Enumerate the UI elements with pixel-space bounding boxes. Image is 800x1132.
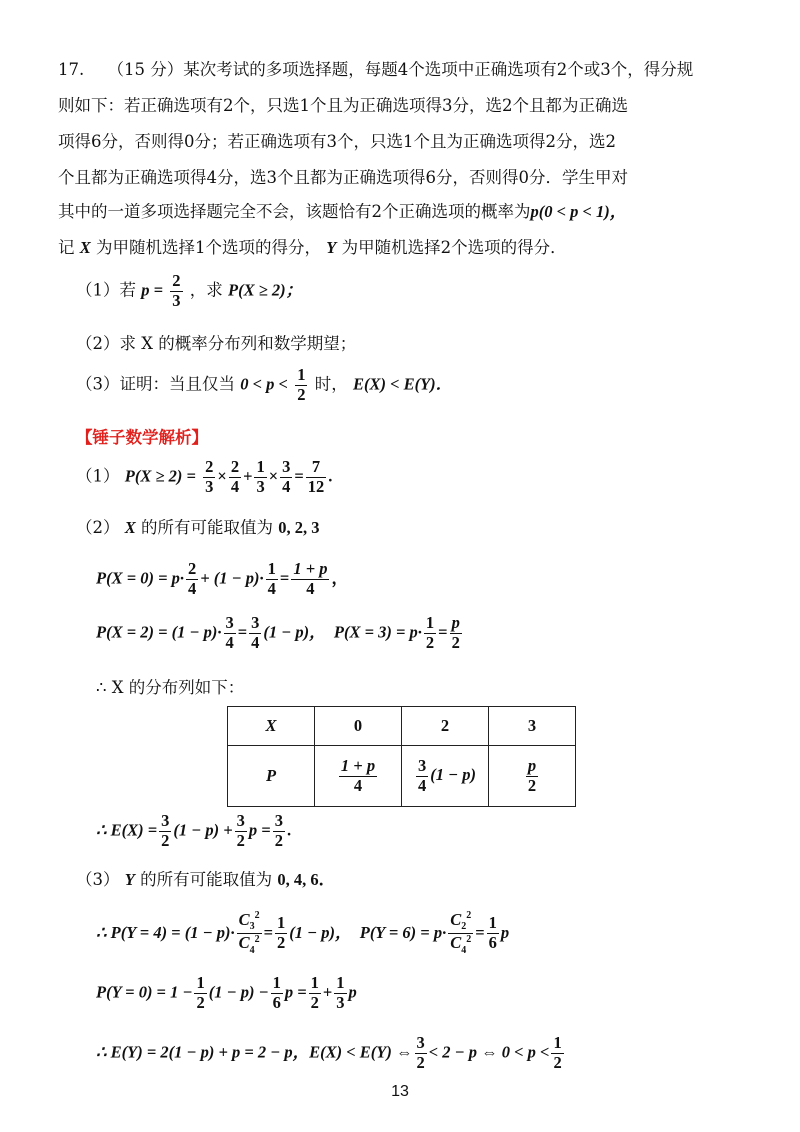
- frac: $\frac{1}{2}$: [425, 613, 435, 652]
- text: 的所有可能取值为: [140, 870, 273, 889]
- problem-line-2: 则如下：若正确选项有2个，只选1个且为正确选项得3分，选2个且都为正确选: [58, 96, 628, 115]
- problem-line-5: [58, 198, 626, 222]
- problem-line-6: [58, 234, 567, 258]
- expr: ∴ P(Y = 4) = (1 − p)·: [96, 922, 235, 942]
- distribution-intro: ∴ X 的分布列如下：: [96, 678, 245, 697]
- question-2: （2）求 X 的概率分布列和数学期望；: [76, 334, 357, 353]
- table-header: 3: [489, 707, 576, 746]
- q1-p: p =: [141, 280, 164, 300]
- frac: $\frac{1}{2}$: [277, 913, 286, 952]
- values: 0, 4, 6．: [277, 870, 336, 889]
- q1-expr: P(X ≥ 2)；: [228, 280, 303, 300]
- frac: $\frac{3}{2}$: [274, 811, 283, 850]
- table-header: 0: [315, 707, 402, 746]
- solution-header: 【锤子数学解析】: [76, 428, 208, 447]
- expr: P(X ≥ 2) =: [124, 466, 196, 486]
- p-x-2-3: P(X = 2) = (1 − p)· $\frac{3}{4}$ = $\frac{3}{4}$ (1 − p)， P(X = 3) = p· $\frac{1}{2}$ = $\frac{p}{2}$: [96, 613, 460, 652]
- problem-line-1: [58, 56, 693, 80]
- table-row: [228, 707, 576, 746]
- frac: $\frac{3}{4}$: [251, 613, 260, 652]
- frac: $\frac{3}{2}$: [161, 811, 170, 850]
- problem-text-1: （15 分）某次考试的多项选择题，每题4个选项中正确选项有2个或3个，得分规: [107, 60, 694, 79]
- expectation-x: ∴ E(X) = $\frac{3}{2}$ (1 − p) + $\frac{3}{2}$ p = $\frac{3}{2}$ .: [96, 811, 292, 850]
- label: （3）: [76, 870, 120, 889]
- question-1: [76, 272, 302, 310]
- frac: $\frac{p}{2}$: [451, 613, 460, 652]
- expr: ∴ E(Y) = 2(1 − p) + p = 2 − p，E(X) < E(Y) ⇔: [96, 1042, 413, 1062]
- var-x: X: [79, 238, 91, 257]
- frac: $\frac{1}{3}$: [336, 973, 345, 1012]
- expr: P(Y = 0) = 1 −: [96, 982, 193, 1002]
- question-3: [76, 366, 452, 404]
- q1-text: ，求: [189, 280, 223, 300]
- label: （2）: [76, 518, 120, 537]
- var-y: Y: [326, 238, 337, 257]
- solution-part-3: [76, 866, 335, 890]
- var-x: X: [124, 518, 136, 537]
- frac: $\frac{3}{2}$: [236, 811, 245, 850]
- frac: $\frac{1}{2}$: [196, 973, 205, 1012]
- text: 记: [58, 238, 75, 257]
- table-cell: $\frac{p}{2}$: [489, 746, 576, 807]
- frac: $\frac{3}{4}$: [225, 613, 234, 652]
- problem-line-4: 个且都为正确选项得4分，选3个且都为正确选项得6分，否则得0分．学生甲对: [58, 168, 628, 187]
- table-cell: $\frac{3}{4}$ (1 − p): [402, 746, 489, 807]
- frac: $\frac{7}{12}$: [307, 457, 325, 496]
- final-comparison: ∴ E(Y) = 2(1 − p) + p = 2 − p，E(X) < E(Y) ⇔ $\frac{3}{2}$ < 2 − p ⇔ 0 < p < $\frac{1}{2}$: [96, 1033, 562, 1072]
- page-number: 13: [391, 1083, 409, 1100]
- p-range: p(0 < p < 1)，: [530, 202, 627, 221]
- frac: $\frac{2}{4}$: [230, 457, 240, 496]
- frac: $\frac{3}{2}$: [416, 1033, 425, 1072]
- frac: $\frac{1}{4}$: [267, 559, 276, 598]
- frac: $\frac{1}{2}$: [553, 1033, 562, 1072]
- table-row-label: P: [228, 746, 315, 807]
- problem-number: 17.: [58, 60, 85, 79]
- frac: $\frac{1}{3}$: [256, 457, 265, 496]
- problem-line-3: 项得6分，否则得0分；若正确选项有3个，只选1个且为正确选项得2分，选2: [58, 132, 616, 151]
- p-y-0: P(Y = 0) = 1 − $\frac{1}{2}$ (1 − p) − $\frac{1}{6}$ p = $\frac{1}{2}$ + $\frac{1}{3}$ p: [96, 973, 357, 1012]
- q3-label: （3）证明：当且仅当: [76, 374, 235, 394]
- solution-part-2: [76, 514, 320, 538]
- fraction-2-3: $\frac{2}{3}$: [172, 271, 181, 310]
- table-header: X: [228, 707, 315, 746]
- frac: $\frac{2}{4}$: [188, 559, 197, 598]
- values: 0, 2, 3: [278, 518, 320, 537]
- var-y: Y: [124, 870, 135, 889]
- q3-expr: E(X) < E(Y)．: [352, 374, 453, 394]
- frac: $\frac{C_2^2}{C_4^2}$: [450, 909, 472, 956]
- table-cell: $\frac{1 + p}{4}$: [315, 746, 402, 807]
- expr: ∴ E(X) =: [96, 820, 158, 840]
- frac: $\frac{2}{3}$: [205, 457, 214, 496]
- expr: P(X = 2) = (1 − p)·: [96, 622, 222, 642]
- fraction-1-2: $\frac{1}{2}$: [297, 365, 306, 404]
- table-row: [228, 746, 576, 807]
- frac: $\frac{3}{4}$: [282, 457, 291, 496]
- frac: $\frac{C_3^2}{C_4^2}$: [238, 909, 260, 956]
- label: （1）: [76, 466, 120, 486]
- frac: $\frac{1}{6}$: [272, 973, 281, 1012]
- solution-part-1: （1） P(X ≥ 2) = $\frac{2}{3}$ × $\frac{2}{4}$ + $\frac{1}{3}$ × $\frac{3}{4}$ = $\frac{7}{12}$ .: [76, 457, 333, 496]
- frac: $\frac{1 + p}{4}$: [293, 559, 328, 598]
- q3-ineq: 0 < p <: [240, 374, 288, 394]
- expr: P(X = 0) = p·: [96, 568, 185, 588]
- text: 为甲随机选择2个选项的得分．: [341, 238, 567, 257]
- p-x-0: P(X = 0) = p· $\frac{2}{4}$ + (1 − p)· $\frac{1}{4}$ = $\frac{1 + p}{4}$ ，: [96, 559, 348, 598]
- p-y-4-6: ∴ P(Y = 4) = (1 − p)· $\frac{C_3^2}{C_4^2}$ = $\frac{1}{2}$ (1 − p)， P(Y = 6) = p· $\frac{C_2^2}{C_4^2}$ = $\frac{1}{6}$ p: [96, 909, 510, 956]
- table-header: 2: [402, 707, 489, 746]
- frac: $\frac{1}{6}$: [488, 913, 497, 952]
- frac: $\frac{1}{2}$: [310, 973, 319, 1012]
- text: 的所有可能取值为: [141, 518, 274, 537]
- text: 为甲随机选择1个选项的得分，: [96, 238, 322, 257]
- q1-label: （1）若: [76, 280, 136, 300]
- distribution-table: [227, 706, 576, 807]
- problem-text-5: 其中的一道多项选择题完全不会，该题恰有2个正确选项的概率为: [58, 202, 531, 221]
- q3-text: 时，: [314, 374, 348, 394]
